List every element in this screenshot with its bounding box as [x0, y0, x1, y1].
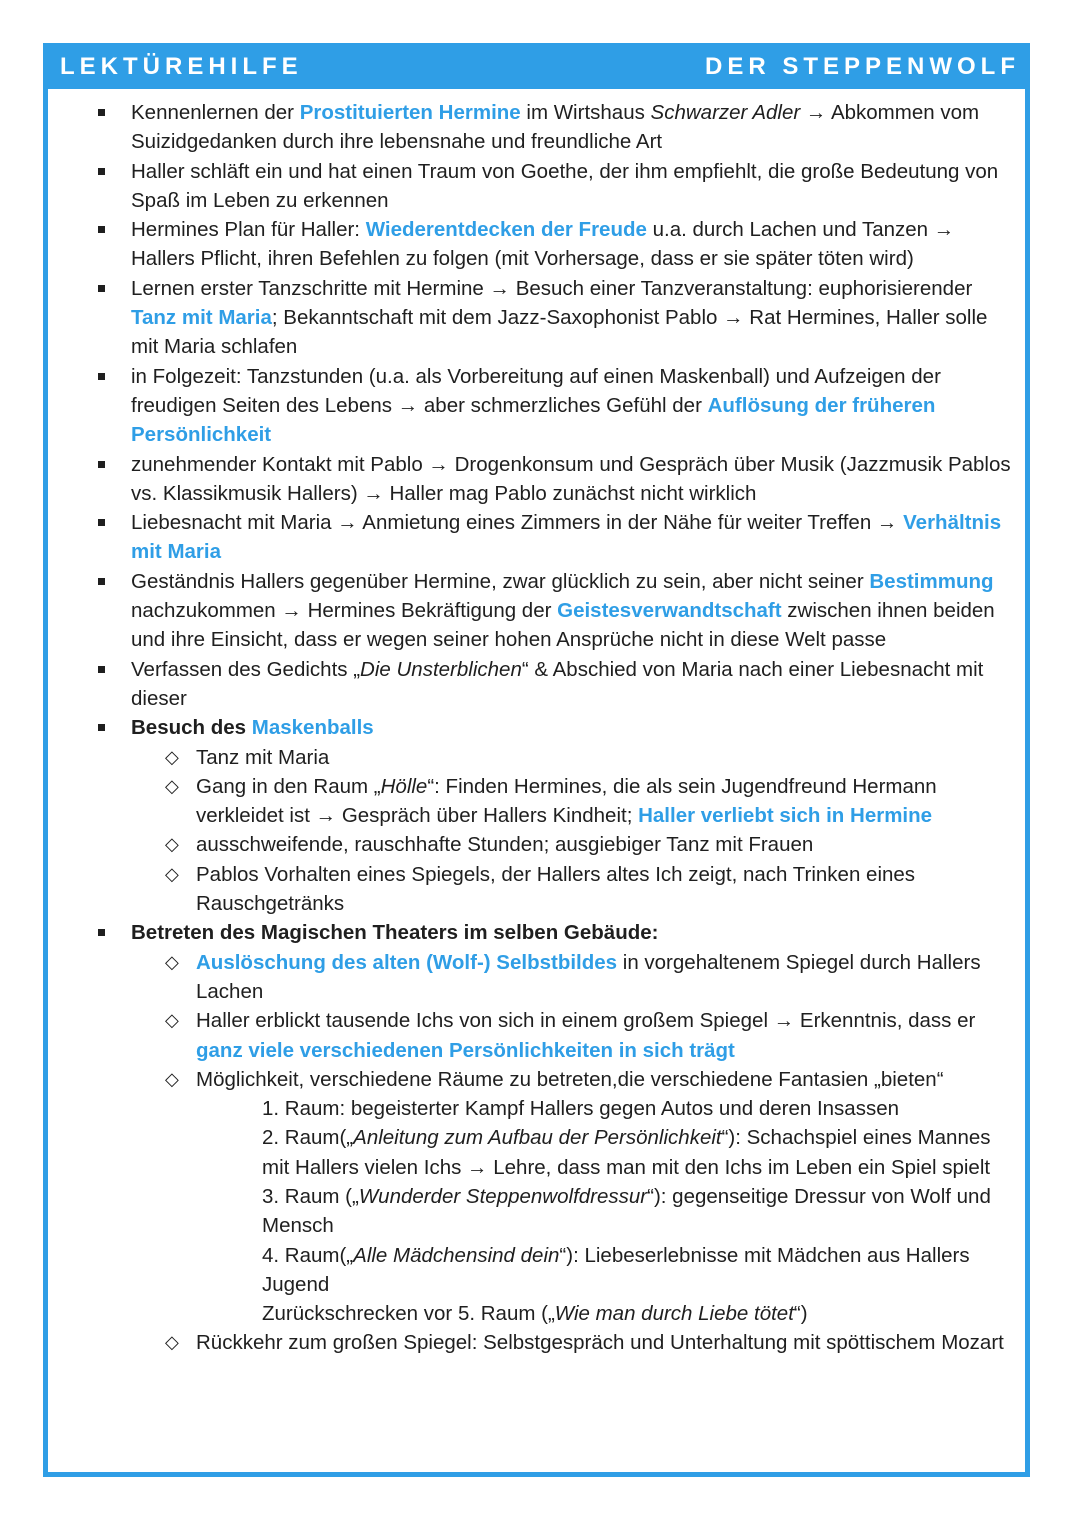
- diamond-bullet-icon: ◇: [165, 834, 179, 855]
- text-segment: “ & Abschied von Maria nach einer Liebesnacht mit dieser: [131, 657, 984, 710]
- text-segment: 4. Raum(„: [262, 1243, 354, 1267]
- text-segment: Liebesnacht mit Maria → Anmietung eines Zimmers in der Nähe für weiter Treffen →: [131, 511, 904, 535]
- room-item: [0, 1241, 1080, 1300]
- text-segment: “): Liebeserlebnisse mit Mädchen aus Hallers Jugend: [262, 1243, 970, 1296]
- text-segment: im Wirtshaus: [520, 101, 651, 124]
- content: [0, 98, 1080, 1358]
- text-segment: 2. Raum(„: [262, 1126, 354, 1150]
- italic-text: Wie man durch Liebe tötet: [554, 1302, 794, 1326]
- italic-text: Alle Mädchensind dein: [353, 1243, 560, 1267]
- bullet-item: [0, 98, 1080, 157]
- text-segment: u.a. durch Lachen und Tanzen → Hallers Pflicht, ihren Befehlen zu folgen (mit Vorhersage, dass er sie später töten wird): [131, 218, 955, 271]
- text-segment: Verfassen des Gedichts „: [131, 657, 361, 681]
- sub-bullet-item: [0, 743, 1080, 772]
- diamond-bullet-icon: ◇: [165, 1010, 179, 1031]
- text-segment: Möglichkeit, verschiedene Räume zu betreten,die verschiedene Fantasien „bieten“: [196, 1067, 944, 1091]
- sub-bullet-item: [0, 860, 1080, 919]
- sub-bullet-item: [0, 1006, 1080, 1065]
- text-segment: Tanz mit Maria: [196, 745, 330, 769]
- text-segment: Rückkehr zum großen Spiegel: Selbstgespräch und Unterhaltung mit spöttischem Mozart: [196, 1331, 1004, 1355]
- italic-text: Wunderder Steppenwolfdressur: [358, 1184, 648, 1208]
- bullet-item: [0, 450, 1080, 509]
- text-segment: Zurückschrecken vor 5. Raum („: [262, 1302, 555, 1326]
- text-segment: Kennenlernen der: [131, 101, 300, 124]
- header-bar: [43, 43, 1030, 89]
- diamond-bullet-icon: ◇: [165, 1068, 179, 1089]
- italic-text: Hölle: [380, 774, 428, 798]
- text-segment: ; Bekanntschaft mit dem Jazz-Saxophonist Pablo → Rat Hermines, Haller solle mit Maria schlafen: [131, 306, 988, 359]
- diamond-bullet-icon: ◇: [165, 863, 179, 884]
- italic-text: Schwarzer Adler: [650, 101, 801, 124]
- text-segment: Geständnis Hallers gegenüber Hermine, zwar glücklich zu sein, aber nicht seiner: [131, 569, 870, 593]
- sub-bullet-item: [0, 1328, 1080, 1357]
- text-segment: “: Finden Hermines, die als sein Jugendfreund Hermann verkleidet ist → Gespräch über Hallers Kindheit;: [196, 774, 937, 828]
- room-item: [0, 1094, 1080, 1123]
- bullet-item: [0, 157, 1080, 216]
- italic-text: Die Unsterblichen: [360, 657, 522, 681]
- diamond-bullet-icon: ◇: [165, 746, 179, 767]
- text-segment: zwischen ihnen beiden und ihre Einsicht, dass er wegen seiner hohen Ansprüche nicht in diese Welt passe: [131, 599, 995, 652]
- text-segment: Lernen erster Tanzschritte mit Hermine → Besuch einer Tanzveranstaltung: euphorisierender: [131, 276, 973, 300]
- highlight-text: Tanz mit Maria: [131, 306, 272, 330]
- sub-bullet-item: [0, 830, 1080, 859]
- text-segment: Pablos Vorhalten eines Spiegels, der Hallers altes Ich zeigt, nach Trinken eines Rauschgetränks: [196, 862, 916, 916]
- highlight-text: Auslöschung des alten (Wolf-) Selbstbildes: [196, 950, 618, 974]
- highlight-text: Auflösung der früheren Persönlichkeit: [131, 393, 936, 447]
- diamond-bullet-icon: ◇: [165, 951, 179, 972]
- bold-text: Besuch des: [131, 716, 252, 740]
- highlight-text: Geistesverwandtschaft: [557, 599, 782, 623]
- text-segment: 1. Raum: begeisterter Kampf Hallers gegen Autos und deren Insassen: [262, 1097, 900, 1121]
- bold-text: Betreten des Magischen Theaters im selben Gebäude:: [131, 921, 659, 945]
- highlight-text: Haller verliebt sich in Hermine: [638, 804, 933, 828]
- text-segment: zunehmender Kontakt mit Pablo → Drogenkonsum und Gespräch über Musik (Jazzmusik Pablos vs. Klassikmusik Hallers) → Haller mag Pablo zunächst nicht wirklich: [131, 452, 1011, 505]
- text-segment: nachzukommen → Hermines Bekräftigung der: [131, 599, 558, 623]
- diamond-bullet-icon: ◇: [165, 1332, 179, 1353]
- room-item: [0, 1299, 1080, 1328]
- room-item: [0, 1182, 1080, 1241]
- text-segment: “): Schachspiel eines Mannes mit Hallers vielen Ichs → Lehre, dass man mit den Ichs im Leben ein Spiel spielt: [262, 1126, 991, 1179]
- text-segment: “): [793, 1302, 808, 1326]
- diamond-bullet-icon: ◇: [165, 775, 179, 796]
- highlight-text: Bestimmung: [869, 569, 994, 593]
- highlight-text: Wiederentdecken der Freude: [365, 218, 647, 242]
- sub-bullet-item: [0, 772, 1080, 831]
- text-segment: Haller schläft ein und hat einen Traum von Goethe, der ihm empfiehlt, die große Bedeutung von Spaß im Leben zu erkennen: [131, 159, 999, 212]
- text-segment: Haller erblickt tausende Ichs von sich in einem großem Spiegel → Erkenntnis, dass er: [196, 1009, 976, 1033]
- room-item: [0, 1123, 1080, 1182]
- header-right-title: DER STEPPENWOLF: [704, 53, 1020, 80]
- text-segment: in vorgehaltenem Spiegel durch Hallers Lachen: [196, 950, 981, 1003]
- highlight-text: ganz viele verschiedenen Persönlichkeiten in sich trägt: [196, 1038, 735, 1062]
- text-segment: → Abkommen vom Suizidgedanken durch ihre lebensnahe und freundliche Art: [131, 101, 980, 154]
- bullet-item: [0, 918, 1080, 947]
- text-segment: Gang in den Raum „: [196, 774, 381, 798]
- bullet-item: [0, 508, 1080, 567]
- bullet-item: [0, 274, 1080, 362]
- bullet-item: [0, 215, 1080, 274]
- bullet-item: [0, 362, 1080, 450]
- bullet-item: [0, 567, 1080, 655]
- text-segment: ausschweifende, rauschhafte Stunden; ausgiebiger Tanz mit Frauen: [196, 833, 814, 857]
- header-left-title: LEKTÜREHILFE: [60, 53, 303, 80]
- bullet-item: [0, 713, 1080, 742]
- highlight-text: Prostituierten Hermine: [299, 101, 521, 124]
- text-segment: Hermines Plan für Haller:: [131, 218, 366, 242]
- text-segment: “): gegenseitige Dressur von Wolf und Mensch: [262, 1184, 991, 1238]
- highlight-text: Verhältnis mit Maria: [131, 511, 1002, 564]
- sub-bullet-item: [0, 948, 1080, 1007]
- highlight-text: Maskenballs: [251, 716, 374, 740]
- text-segment: 3. Raum („: [262, 1184, 359, 1208]
- sub-bullet-item: [0, 1065, 1080, 1094]
- bullet-item: [0, 655, 1080, 714]
- italic-text: Anleitung zum Aufbau der Persönlichkeit: [353, 1126, 722, 1150]
- text-segment: in Folgezeit: Tanzstunden (u.a. als Vorbereitung auf einen Maskenball) und Aufzeigen der freudigen Seiten des Lebens → aber schmerzliches Gefühl der: [131, 364, 941, 417]
